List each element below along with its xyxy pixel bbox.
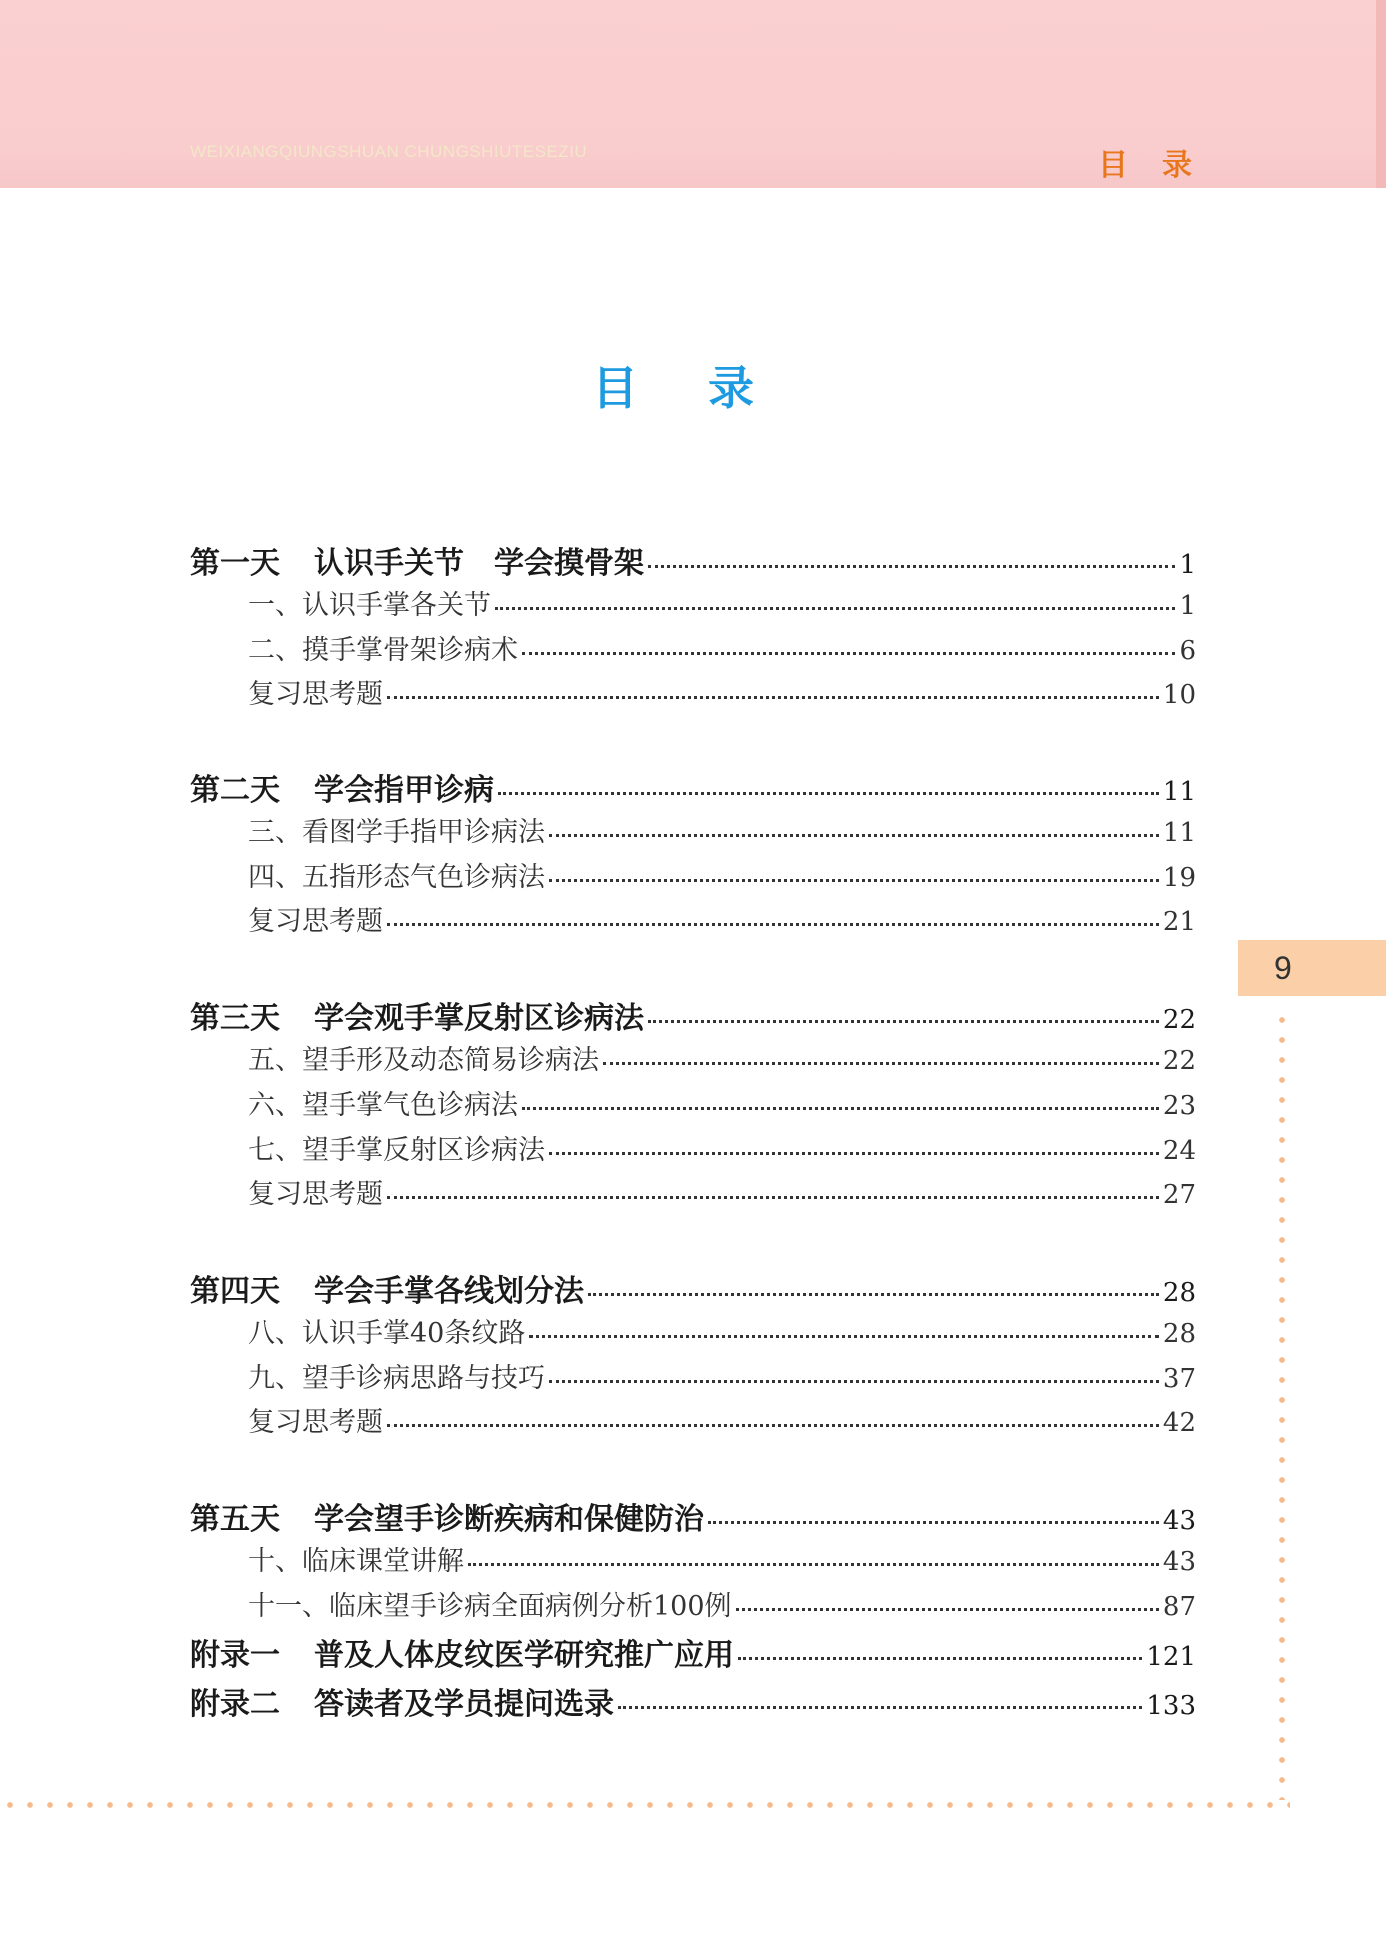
toc-section-title: 复习思考题 (248, 1407, 383, 1438)
toc-chapter-label: 附录二 (190, 1687, 280, 1722)
toc-section-title: 七、望手掌反射区诊病法 (248, 1135, 545, 1166)
toc-section-row[interactable] (248, 672, 1196, 711)
header-title: 目录 (1098, 148, 1226, 183)
toc-page-number: 87 (1162, 1592, 1196, 1622)
toc-section-title: 复习思考题 (248, 906, 383, 937)
toc-dot-leader (468, 1563, 1159, 1566)
toc-page-number: 1 (1179, 591, 1196, 621)
toc-chapter-label: 附录一 (190, 1638, 280, 1673)
toc-section-row[interactable] (248, 810, 1196, 849)
toc-dot-leader (549, 834, 1159, 837)
toc-dot-leader (736, 1608, 1159, 1611)
toc-section-title: 复习思考题 (248, 1179, 383, 1210)
toc-chapter-label: 第一天 (190, 546, 280, 581)
page-number: 9 (1274, 949, 1292, 986)
toc-page-number: 24 (1162, 1136, 1196, 1166)
toc-section-title: 八、认识手掌40条纹路 (248, 1318, 526, 1349)
toc-chapter-title: 学会望手诊断疾病和保健防治 (314, 1502, 704, 1537)
toc-section-title: 十、临床课堂讲解 (248, 1546, 464, 1577)
toc-dot-leader (529, 1335, 1159, 1338)
toc-page-number: 22 (1162, 1005, 1196, 1035)
toc-section-title: 六、望手掌气色诊病法 (248, 1090, 518, 1121)
toc-section-row[interactable] (248, 1128, 1196, 1167)
toc-dot-leader (648, 1020, 1159, 1023)
toc-dot-leader (549, 1380, 1159, 1383)
toc-chapter-row[interactable] (190, 765, 1196, 809)
toc-page-number: 1 (1179, 550, 1196, 580)
page-title: 目录 (592, 361, 824, 415)
toc-section-title: 三、看图学手指甲诊病法 (248, 817, 545, 848)
toc-dot-leader (588, 1293, 1159, 1296)
toc-dot-leader (498, 792, 1159, 795)
toc-page-number: 11 (1162, 777, 1196, 807)
toc-section-title: 五、望手形及动态简易诊病法 (248, 1045, 599, 1076)
toc-chapter-row[interactable] (190, 1494, 1196, 1538)
toc-dot-leader (549, 1152, 1159, 1155)
toc-section-row[interactable] (248, 583, 1196, 622)
toc-section-row[interactable] (248, 1539, 1196, 1578)
toc-page-number: 11 (1162, 818, 1196, 848)
toc-page-number: 133 (1146, 1691, 1196, 1721)
toc-chapter-title: 学会手掌各线划分法 (314, 1274, 584, 1309)
toc-chapter-row[interactable] (190, 1266, 1196, 1310)
toc-chapter-row[interactable] (190, 1679, 1196, 1723)
toc-section-row[interactable] (248, 855, 1196, 894)
toc-page-number: 37 (1162, 1364, 1196, 1394)
toc-dot-leader (387, 1196, 1159, 1199)
toc-page-number: 19 (1162, 863, 1196, 893)
toc-section-title: 复习思考题 (248, 679, 383, 710)
toc-page-number: 23 (1162, 1091, 1196, 1121)
toc-chapter-row[interactable] (190, 993, 1196, 1037)
toc-page-number: 22 (1162, 1046, 1196, 1076)
toc-chapter-label: 第五天 (190, 1502, 280, 1537)
toc-page-number: 43 (1162, 1506, 1196, 1536)
toc-section-row[interactable] (248, 1356, 1196, 1395)
toc-page-number: 10 (1162, 680, 1196, 710)
toc-chapter-heading (190, 1266, 584, 1310)
toc-chapter-title: 答读者及学员提问选录 (314, 1687, 614, 1722)
toc-page-number: 28 (1162, 1319, 1196, 1349)
toc-section-row[interactable] (248, 1400, 1196, 1439)
toc-chapter-heading (190, 1494, 704, 1538)
toc-page-number: 28 (1162, 1278, 1196, 1308)
toc-dot-leader (522, 652, 1175, 655)
toc-dot-leader (738, 1657, 1142, 1660)
toc-section-title: 二、摸手掌骨架诊病术 (248, 635, 518, 666)
toc-section-row[interactable] (248, 1584, 1196, 1623)
toc-dot-leader (603, 1062, 1159, 1065)
toc-page-number: 27 (1162, 1180, 1196, 1210)
toc-page-number: 121 (1146, 1642, 1196, 1672)
toc-chapter-heading (190, 993, 644, 1037)
toc-section-row[interactable] (248, 1311, 1196, 1350)
toc-section-row[interactable] (248, 628, 1196, 667)
toc-chapter-row[interactable] (190, 1630, 1196, 1674)
toc-section-row[interactable] (248, 1083, 1196, 1122)
toc-chapter-label: 第四天 (190, 1274, 280, 1309)
page-number-tab (1238, 940, 1386, 996)
toc-chapter-heading (190, 1679, 614, 1723)
toc-chapter-heading (190, 1630, 734, 1674)
toc-chapter-heading (190, 538, 644, 582)
toc-dot-leader (522, 1107, 1159, 1110)
dotted-border-horizontal (0, 1800, 1290, 1810)
toc-dot-leader (549, 879, 1159, 882)
toc-section-title: 九、望手诊病思路与技巧 (248, 1363, 545, 1394)
toc-chapter-title: 认识手关节 学会摸骨架 (314, 546, 644, 581)
toc-section-row[interactable] (248, 1172, 1196, 1211)
toc-chapter-title: 学会指甲诊病 (314, 773, 494, 808)
dotted-border-vertical (1278, 1010, 1286, 1800)
toc-section-row[interactable] (248, 1038, 1196, 1077)
toc-chapter-row[interactable] (190, 538, 1196, 582)
header-pinyin: WEIXIANGQIUNGSHUAN CHUNGSHIUTESEZIU (190, 142, 588, 161)
toc-chapter-title: 普及人体皮纹医学研究推广应用 (314, 1638, 734, 1673)
toc-chapter-label: 第三天 (190, 1001, 280, 1036)
toc-dot-leader (387, 1424, 1159, 1427)
toc-chapter-label: 第二天 (190, 773, 280, 808)
toc-section-title: 十一、临床望手诊病全面病例分析100例 (248, 1591, 732, 1622)
toc-chapter-title: 学会观手掌反射区诊病法 (314, 1001, 644, 1036)
toc-page-number: 43 (1162, 1547, 1196, 1577)
toc-chapter-heading (190, 765, 494, 809)
toc-dot-leader (495, 607, 1175, 610)
toc-section-title: 一、认识手掌各关节 (248, 590, 491, 621)
toc-dot-leader (387, 923, 1159, 926)
toc-dot-leader (387, 696, 1159, 699)
toc-dot-leader (708, 1521, 1159, 1524)
toc-page-number: 21 (1162, 907, 1196, 937)
toc-dot-leader (618, 1706, 1142, 1709)
toc-section-title: 四、五指形态气色诊病法 (248, 862, 545, 893)
toc-page-number: 42 (1162, 1408, 1196, 1438)
toc-page-number: 6 (1179, 636, 1196, 666)
toc-section-row[interactable] (248, 899, 1196, 938)
toc-dot-leader (648, 565, 1175, 568)
